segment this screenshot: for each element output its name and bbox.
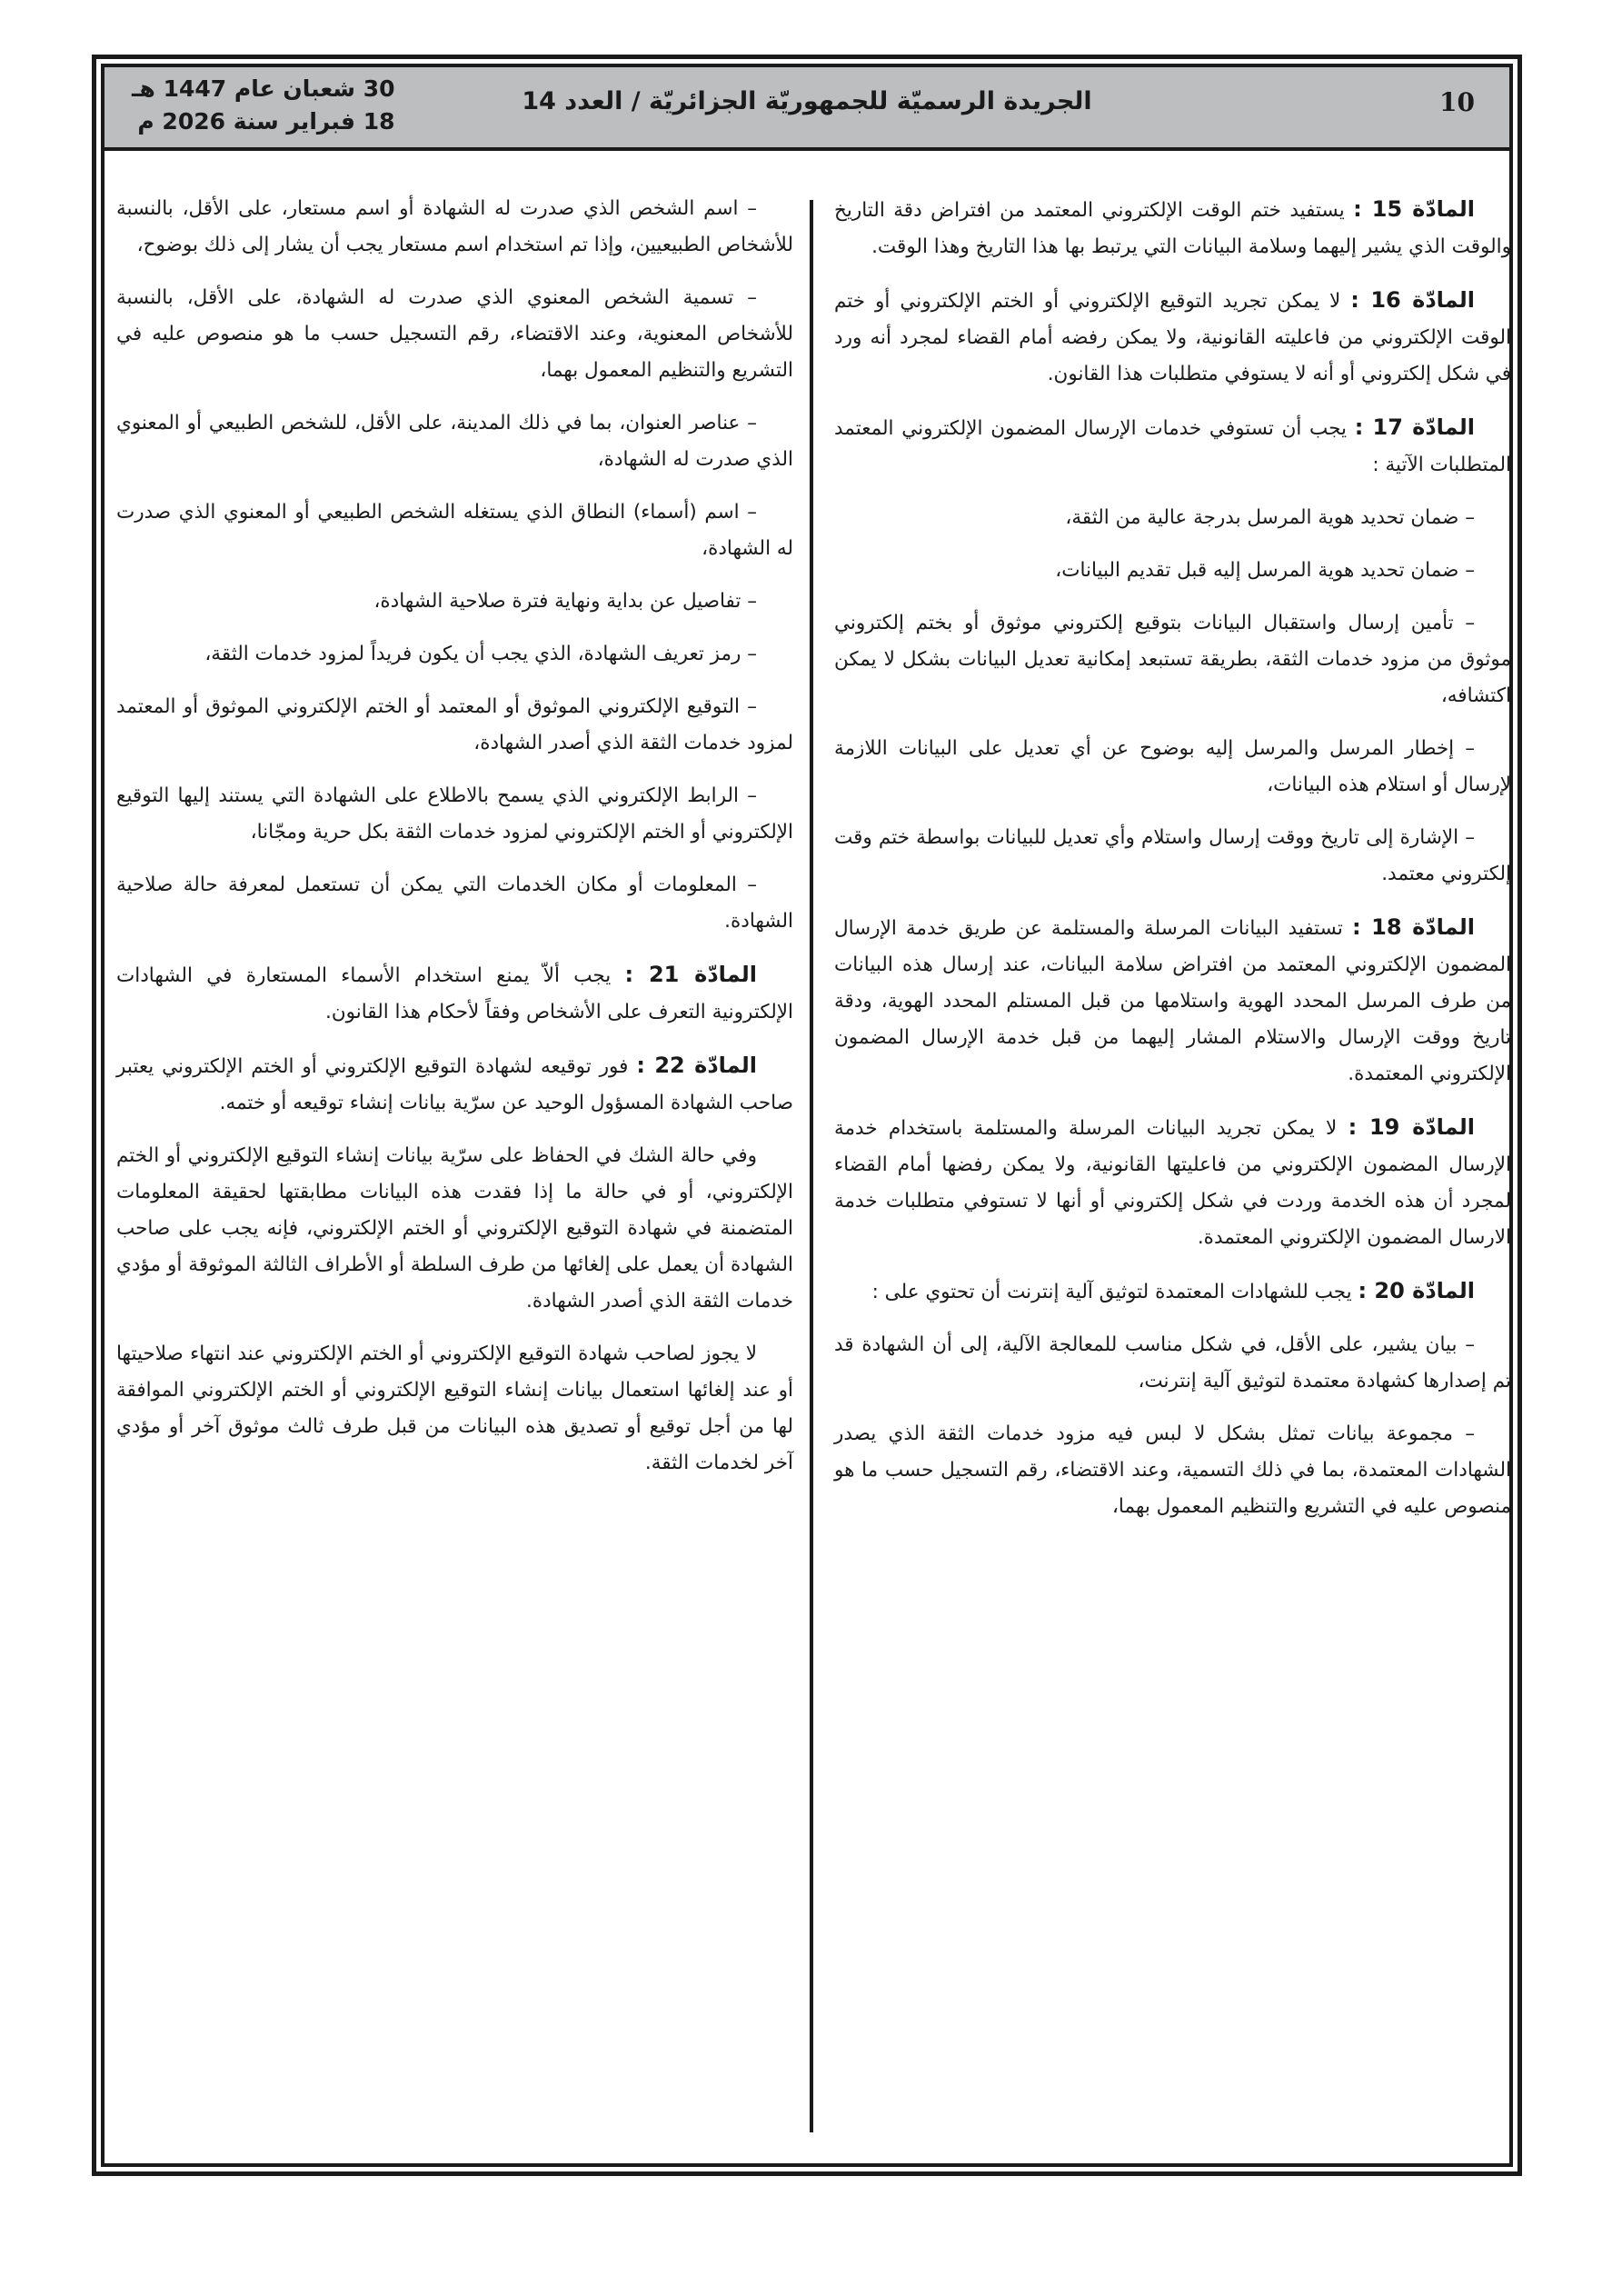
list-item: – تفاصيل عن بداية ونهاية فترة صلاحية الشهادة، (373, 590, 757, 613)
list-item: – ضمان تحديد هوية المرسل إليه قبل تقديم البيانات، (1055, 559, 1475, 582)
article-text: لا يمكن تجريد البيانات المرسلة والمستلمة باستخدام خدمة الإرسال المضمون الإلكتروني من فاعليتها القانونية، ولا يمكن رفضها أمام القضاء لمجرد أن هذه الخدمة وردت في شكل إلكتروني أو أنها لا تستوفي متطلبات خدمة الارسال المضمون الإلكتروني المعتمدة. (834, 1117, 1511, 1249)
article-22 (116, 1047, 793, 1122)
page-header (104, 67, 1509, 151)
list-item: – عناصر العنوان، بما في ذلك المدينة، على الأقل، للشخص الطبيعي أو المعنوي الذي صدرت له الشهادة، (116, 412, 793, 471)
list-item: – رمز تعريف الشهادة، الذي يجب أن يكون فريداً لمزود خدمات الثقة، (204, 643, 757, 665)
list-item: – إخطار المرسل والمرسل إليه بوضوح عن أي تعديل على البيانات اللازمة لإرسال أو استلام هذه البيانات، (834, 737, 1511, 796)
article-text: تستفيد البيانات المرسلة والمستلمة عن طريق خدمة الإرسال المضمون الإلكتروني المعتمد من افتراض سلامة البيانات، عند إرسال هذه البيانات من طرف المرسل المحدد الهوية واستلامها من قبل المستلم المحدد الهوية، ودقة تاريخ ووقت الإرسال والاستلام المشار إليهما من قبل خدمة الإرسال المضمون الإلكتروني المعتمدة. (834, 917, 1511, 1085)
list-item: – الرابط الإلكتروني الذي يسمح بالاطلاع على الشهادة التي يستند إليها التوقيع الإلكتروني أو الختم الإلكتروني لمزود خدمات الثقة بكل حرية ومجّانا، (116, 784, 793, 844)
right-column (834, 191, 1511, 1542)
article-label: المادّة 21 : (624, 962, 757, 987)
article-label: المادّة 22 : (636, 1053, 758, 1078)
gazette-title: الجريدة الرسميّة للجمهوريّة الجزائريّة / العدد 14 (522, 87, 1092, 115)
article-text: يجب ألاّ يمنع استخدام الأسماء المستعارة في الشهادات الإلكترونية التعرف على الأشخاص وفقاً لأحكام هذا القانون. (116, 964, 793, 1023)
list-item: – ضمان تحديد هوية المرسل بدرجة عالية من الثقة، (1065, 506, 1475, 529)
article-22-paragraph-3: لا يجوز لصاحب شهادة التوقيع الإلكتروني أو الختم الإلكتروني عند انتهاء صلاحيتها أو عند إلغائها استعمال بيانات إنشاء التوقيع الإلكتروني أو الختم الإلكتروني الموافقة لها من أجل توقيع أو تصديق هذه البيانات من قبل طرف ثالث موثوق آخر أو مؤدي آخر لخدمات الثقة. (116, 1343, 793, 1474)
left-column (116, 191, 793, 1498)
article-15 (834, 191, 1511, 265)
list-item: – تأمين إرسال واستقبال البيانات بتوقيع إلكتروني موثوق أو بختم إلكتروني موثوق من مزود خدمات الثقة، بطريقة تستبعد إمكانية تعديل البيانات بشكل لا يمكن اكتشافه، (834, 612, 1511, 707)
article-22-paragraph-2: وفي حالة الشك في الحفاظ على سرّية بيانات إنشاء التوقيع الإلكتروني أو الختم الإلكتروني، أو في حالة ما إذا فقدت هذه البيانات مطابقتها لحقيقة المعلومات المتضمنة في شهادة التوقيع الإلكتروني أو الختم الإلكتروني، فإنه يجب على صاحب الشهادة أن يعمل على إلغائها من طرف السلطة أو الأطراف الثالثة الموثوقة أو مؤدي خدمات الثقة الذي أصدر الشهادة. (116, 1144, 793, 1313)
page-number: 10 (1439, 87, 1475, 117)
column-divider (810, 200, 813, 2132)
article-label: المادّة 19 : (1348, 1114, 1475, 1140)
article-label: المادّة 15 : (1353, 196, 1476, 222)
article-text: لا يمكن تجريد التوقيع الإلكتروني أو الختم الإلكتروني أو ختم الوقت الإلكتروني من فاعليته القانونية، ولا يمكن رفضه أمام القضاء لمجرد أنه ورد في شكل إلكتروني أو أنه لا يستوفي متطلبات هذا القانون. (834, 290, 1511, 385)
list-item: – مجموعة بيانات تمثل بشكل لا لبس فيه مزود خدمات الثقة الذي يصدر الشهادات المعتمدة، بما في ذلك التسمية، وعند الاقتضاء، رقم التسجيل حسب ما هو منصوص عليه في التشريع والتنظيم المعمول بهما، (834, 1423, 1511, 1518)
article-text: يجب أن تستوفي خدمات الإرسال المضمون الإلكتروني المعتمد المتطلبات الآتية : (834, 417, 1511, 476)
article-18 (834, 909, 1511, 1093)
article-label: المادّة 20 : (1358, 1278, 1475, 1303)
article-19 (834, 1109, 1511, 1256)
article-17 (834, 409, 1511, 484)
article-20 (834, 1273, 1511, 1311)
date-gregorian: 18 فبراير سنة 2026 م (137, 108, 395, 135)
article-16 (834, 282, 1511, 393)
article-text: يستفيد ختم الوقت الإلكتروني المعتمد من افتراض دقة التاريخ والوقت الذي يشير إليهما وسلامة البيانات التي يرتبط بها هذا التاريخ وهذا الوقت. (834, 199, 1511, 258)
date-hijri: 30 شعبان عام 1447 هـ (132, 75, 395, 102)
article-label: المادّة 17 : (1354, 414, 1475, 440)
list-item: – المعلومات أو مكان الخدمات التي يمكن أن تستعمل لمعرفة حالة صلاحية الشهادة. (116, 873, 793, 933)
list-item: – اسم الشخص الذي صدرت له الشهادة أو اسم مستعار، على الأقل، بالنسبة للأشخاص الطبيعيين، وإذا تم استخدام اسم مستعار يجب أن يشار إلى ذلك بوضوح، (116, 197, 793, 256)
list-item: – اسم (أسماء) النطاق الذي يستغله الشخص الطبيعي أو المعنوي الذي صدرت له الشهادة، (116, 501, 793, 560)
article-text: يجب للشهادات المعتمدة لتوثيق آلية إنترنت أن تحتوي على : (871, 1281, 1352, 1303)
list-item: – تسمية الشخص المعنوي الذي صدرت له الشهادة، على الأقل، بالنسبة للأشخاص المعنوية، وعند الاقتضاء، رقم التسجيل حسب ما هو منصوص عليه في التشريع والتنظيم المعمول بهما، (116, 286, 793, 382)
article-21 (116, 956, 793, 1031)
article-text: فور توقيعه لشهادة التوقيع الإلكتروني أو الختم الإلكتروني يعتبر صاحب الشهادة المسؤول الوحيد عن سرّية بيانات إنشاء توقيعه أو ختمه. (116, 1055, 793, 1114)
article-label: المادّة 16 : (1350, 287, 1476, 313)
list-item: – التوقيع الإلكتروني الموثوق أو المعتمد أو الختم الإلكتروني الموثوق أو المعتمد لمزود خدمات الثقة الذي أصدر الشهادة، (116, 695, 793, 754)
list-item: – الإشارة إلى تاريخ ووقت إرسال واستلام وأي تعديل للبيانات بواسطة ختم وقت إلكتروني معتمد. (834, 826, 1511, 885)
list-item: – بيان يشير، على الأقل، في شكل مناسب للمعالجة الآلية، إلى أن الشهادة قد تم إصدارها كشهادة معتمدة لتوثيق آلية إنترنت، (834, 1333, 1511, 1393)
issue-date (132, 73, 395, 138)
article-label: المادّة 18 : (1351, 914, 1475, 940)
